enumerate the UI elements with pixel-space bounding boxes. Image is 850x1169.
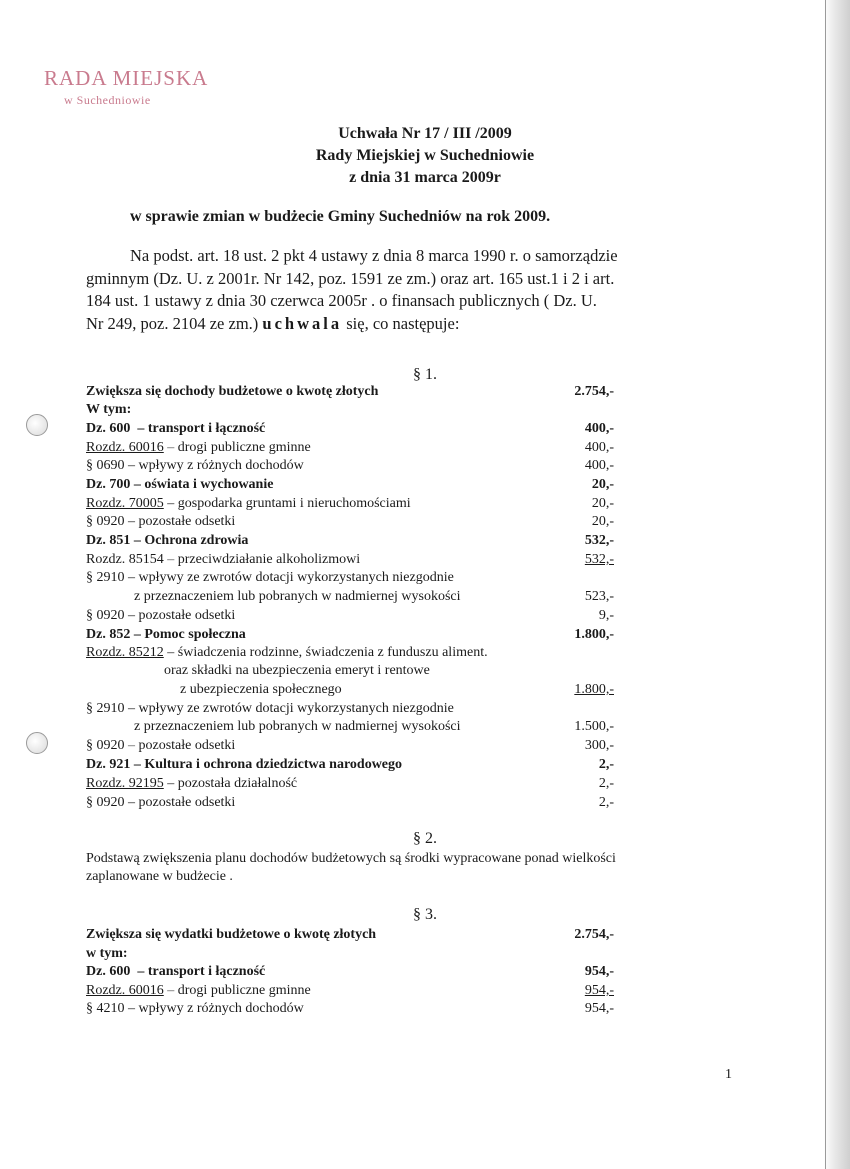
division-921: Dz. 921 – Kultura i ochrona dziedzictwa narodowego: [86, 757, 403, 772]
chapter-title: gospodarka gruntami i nieruchomościami: [177, 496, 411, 511]
preamble-line: gminnym (Dz. U. z 2001r. Nr 142, poz. 1591 ze zm.) oraz art. 165 ust.1 i 2 i art.: [86, 268, 615, 288]
division-700: Dz. 700 – oświata i wychowanie: [86, 477, 274, 492]
paragraph-code: § 0920: [86, 738, 125, 753]
chapter-92195-amount: 2,-: [598, 776, 614, 791]
chapter-60016-amount: 400,-: [584, 440, 614, 455]
chapter-85212-cont: z ubezpieczenia społecznego: [180, 682, 342, 697]
division-851: Dz. 851 – Ochrona zdrowia: [86, 533, 249, 548]
resolution-number: Uchwała Nr 17 / III /2009: [338, 125, 512, 142]
council-stamp: [44, 66, 208, 108]
section-1-title: § 1.: [413, 366, 437, 383]
division-600-amount: 400,-: [584, 421, 614, 436]
division-title: transport i łączność: [147, 421, 266, 436]
division-600: Dz. 600 – transport i łączność: [86, 421, 266, 436]
punch-hole: [26, 732, 48, 754]
division-title: Ochrona zdrowia: [144, 533, 249, 548]
resolves-word: uchwala: [262, 313, 343, 333]
paragraph-0920-amount: 9,-: [598, 608, 614, 623]
paragraph-0690: § 0690 – wpływy z różnych dochodów: [86, 458, 304, 473]
division-code: Dz. 851: [86, 533, 131, 548]
division-921-amount: 2,-: [598, 757, 614, 772]
paragraph-0920: § 0920 – pozostałe odsetki: [86, 738, 236, 753]
paragraph-2910-cont: z przeznaczeniem lub pobranych w nadmiernej wysokości: [134, 719, 461, 734]
paragraph-4210-amount: 954,-: [584, 1001, 614, 1016]
chapter-85212-amount: 1.800,-: [574, 682, 614, 697]
section-2-line: Podstawą zwiększenia planu dochodów budżetowych są środki wypracowane ponad wielkości: [86, 851, 616, 866]
division-code: Dz. 600: [86, 964, 131, 979]
section-3-title: § 3.: [413, 906, 437, 923]
chapter-code: Rozdz. 60016: [86, 983, 164, 998]
paragraph-2910: § 2910 – wpływy ze zwrotów dotacji wykorzystanych niezgodnie: [86, 570, 454, 585]
chapter-title: drogi publiczne gminne: [177, 983, 311, 998]
division-title: oświata i wychowanie: [144, 477, 274, 492]
paragraph-4210: § 4210 – wpływy z różnych dochodów: [86, 1001, 304, 1016]
division-700-amount: 20,-: [591, 477, 614, 492]
preamble-text: Nr 249, poz. 2104 ze zm.): [86, 313, 263, 333]
section-2-title: § 2.: [413, 830, 437, 847]
preamble-line: Na podst. art. 18 ust. 2 pkt 4 ustawy z dnia 8 marca 1990 r. o samorządzie: [130, 246, 618, 265]
chapter-title: pozostała działalność: [177, 776, 298, 791]
paragraph-0920-amount: 20,-: [591, 514, 614, 529]
division-600-amount: 954,-: [584, 964, 614, 979]
expense-total: 2.754,-: [574, 927, 614, 942]
chapter-code: Rozdz. 60016: [86, 440, 164, 455]
paragraph-2910-cont: z przeznaczeniem lub pobranych w nadmiernej wysokości: [134, 589, 461, 604]
chapter-60016: Rozdz. 60016 – drogi publiczne gminne: [86, 440, 311, 455]
chapter-title: przeciwdziałanie alkoholizmowi: [177, 552, 361, 567]
division-852-amount: 1.800,-: [574, 627, 614, 642]
page-number: 1: [725, 1067, 732, 1082]
division-851-amount: 532,-: [584, 533, 614, 548]
paragraph-0920-amount: 2,-: [598, 795, 614, 810]
chapter-title: świadczenia rodzinne, świadczenia z funduszu aliment.: [177, 645, 488, 660]
in-that-label: W tym:: [86, 402, 132, 417]
punch-hole: [26, 414, 48, 436]
paragraph-0920: § 0920 – pozostałe odsetki: [86, 608, 236, 623]
paragraph-0690-amount: 400,-: [584, 458, 614, 473]
income-intro: Zwiększa się dochody budżetowe o kwotę złotych: [86, 384, 379, 399]
chapter-code: Rozdz. 70005: [86, 496, 164, 511]
in-that-label: w tym:: [86, 946, 128, 961]
chapter-85154: Rozdz. 85154 – przeciwdziałanie alkoholizmowi: [86, 552, 361, 567]
resolution-council: Rady Miejskiej w Suchedniowie: [315, 147, 535, 164]
income-total: 2.754,-: [574, 384, 614, 399]
chapter-title: drogi publiczne gminne: [177, 440, 311, 455]
section-2-text: [86, 850, 746, 886]
preamble-line: [86, 313, 716, 336]
division-852: Dz. 852 – Pomoc społeczna: [86, 627, 246, 642]
expense-intro: Zwiększa się wydatki budżetowe o kwotę złotych: [86, 927, 377, 942]
chapter-92195: Rozdz. 92195 – pozostała działalność: [86, 776, 298, 791]
chapter-code: Rozdz. 85154: [86, 552, 164, 567]
paragraph-0920: § 0920 – pozostałe odsetki: [86, 514, 236, 529]
division-code: Dz. 600: [86, 421, 131, 436]
stamp-line-2: w Suchedniowie: [64, 93, 151, 107]
chapter-60016: Rozdz. 60016 – drogi publiczne gminne: [86, 983, 311, 998]
chapter-code: Rozdz. 92195: [86, 776, 164, 791]
section-2-line: zaplanowane w budżecie .: [86, 869, 233, 884]
paragraph-0920: § 0920 – pozostałe odsetki: [86, 795, 236, 810]
chapter-85212-cont: oraz składki na ubezpieczenia emeryt i rentowe: [164, 663, 430, 678]
chapter-70005-amount: 20,-: [591, 496, 614, 511]
resolution-subject: w sprawie zmian w budżecie Gminy Suchedniów na rok 2009.: [130, 208, 551, 225]
preamble-text: się, co następuje:: [342, 313, 460, 333]
paragraph-title: pozostałe odsetki: [138, 738, 236, 753]
chapter-85154-amount: 532,-: [584, 552, 614, 567]
preamble: [86, 245, 716, 335]
chapter-70005: Rozdz. 70005 – gospodarka gruntami i nieruchomościami: [86, 496, 411, 511]
chapter-60016-amount: 954,-: [584, 983, 614, 998]
paragraph-2910: § 2910 – wpływy ze zwrotów dotacji wykorzystanych niezgodnie: [86, 701, 454, 716]
resolution-date: z dnia 31 marca 2009r: [349, 169, 501, 186]
paragraph-2910-amount: 1.500,-: [574, 719, 614, 734]
chapter-85212: Rozdz. 85212 – świadczenia rodzinne, świadczenia z funduszu aliment.: [86, 645, 488, 660]
preamble-line: 184 ust. 1 ustawy z dnia 30 czerwca 2005r . o finansach publicznych ( Dz. U.: [86, 291, 597, 310]
division-title: transport i łączność: [147, 964, 266, 979]
division-code: Dz. 700: [86, 477, 131, 492]
stamp-line-1: RADA MIEJSKA: [44, 66, 209, 90]
paragraph-2910-amount: 523,-: [584, 589, 614, 604]
division-600: Dz. 600 – transport i łączność: [86, 964, 266, 979]
paragraph-0920-amount: 300,-: [584, 738, 614, 753]
chapter-code: Rozdz. 85212: [86, 645, 164, 660]
